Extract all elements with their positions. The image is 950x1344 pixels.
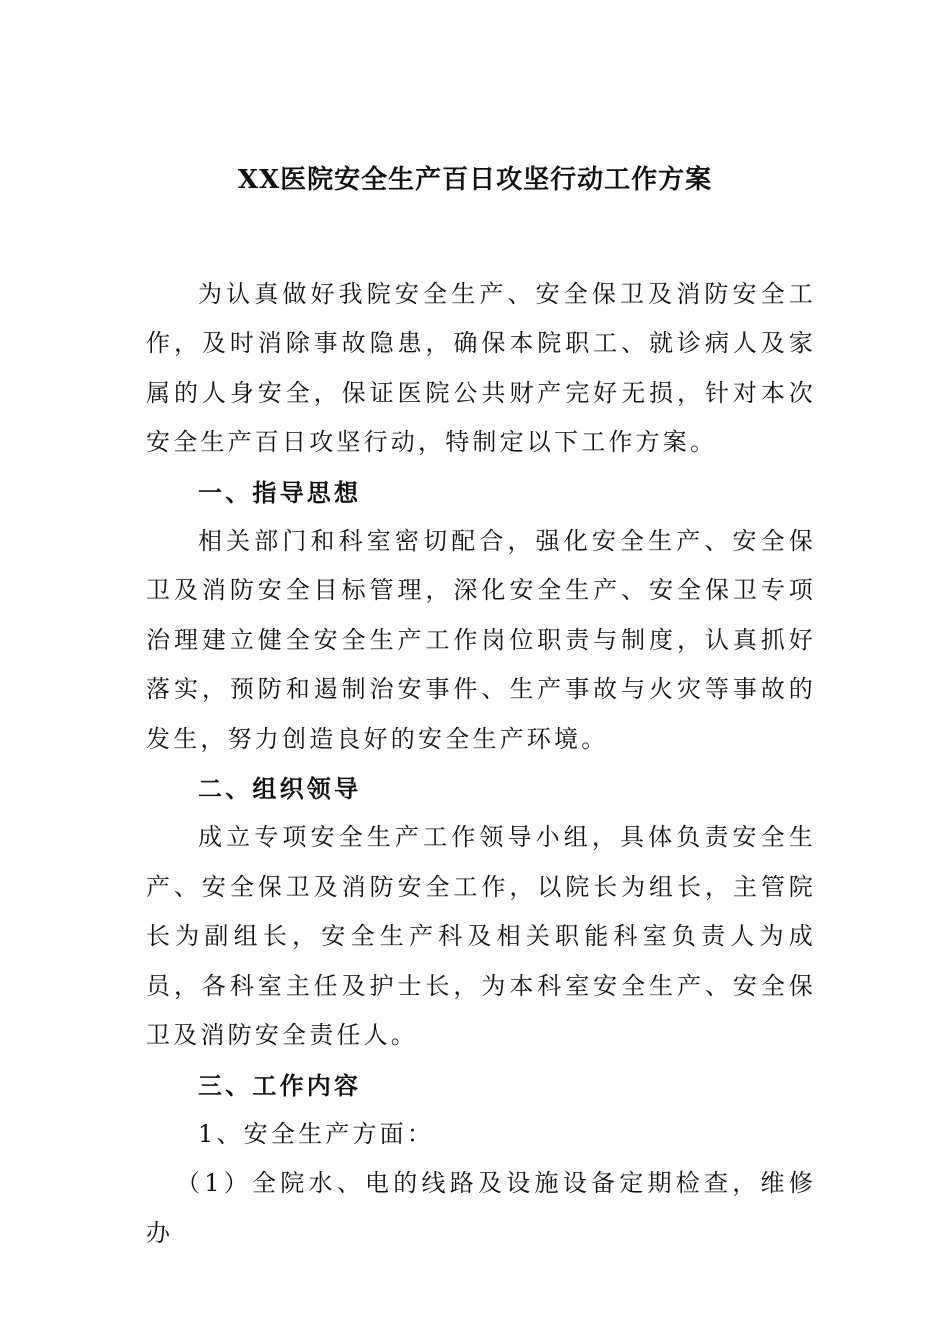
list-item-1: （1）全院水、电的线路及设施设备定期检查，维修办	[146, 1169, 816, 1247]
intro-paragraph: 为认真做好我院安全生产、安全保卫及消防安全工作，及时消除事故隐患，确保本院职工、就诊病人及家属的人身安全，保证医院公共财产完好无损，针对本次安全生产百日攻坚行动，特制定以下工作方案。	[146, 280, 816, 457]
section-paragraph-guiding-thought: 相关部门和科室密切配合，强化安全生产、安全保卫及消防安全目标管理，深化安全生产、安全保卫专项治理建立健全安全生产工作岗位职责与制度，认真抓好落实，预防和遏制治安事件、生产事故与火灾等事故的发生，努力创造良好的安全生产环境。	[146, 527, 816, 753]
subsection-heading-safety-production: 1、安全生产方面：	[198, 1119, 435, 1148]
section-heading-guiding-thought: 一、指导思想	[198, 477, 362, 507]
document-title: XX医院安全生产百日攻坚行动工作方案	[237, 165, 713, 195]
section-heading-organization: 二、组织领导	[198, 774, 362, 804]
document-body	[146, 270, 816, 1258]
section-heading-work-content: 三、工作内容	[198, 1070, 362, 1100]
section-paragraph-organization: 成立专项安全生产工作领导小组，具体负责安全生产、安全保卫及消防安全工作，以院长为组长，主管院长为副组长，安全生产科及相关职能科室负责人为成员，各科室主任及护士长，为本科室安全生产、安全保卫及消防安全责任人。	[146, 823, 816, 1050]
